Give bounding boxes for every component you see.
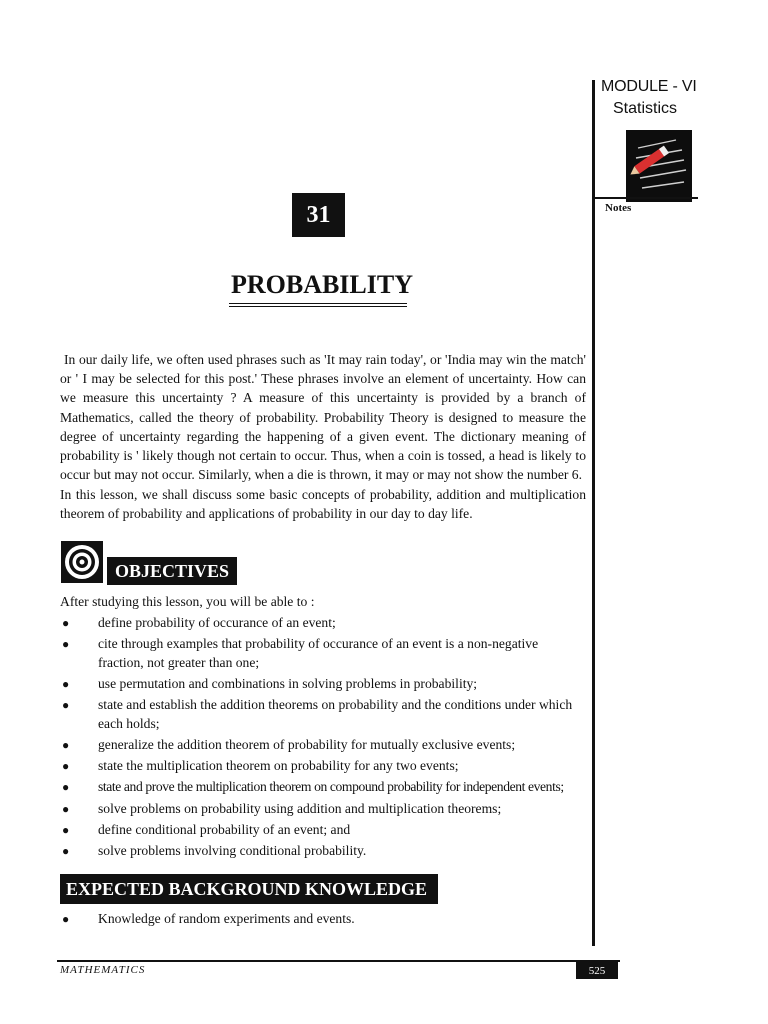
bullet-icon: ● <box>62 843 70 858</box>
intro-paragraph-1: In our daily life, we often used phrases such as 'It may rain today', or 'India may win the match' or ' I may be selected for this post.' These phrases involve an element of uncertainty. How can we measure this uncertainty ? A measure of this uncertainty is provided by a branch of Mathematics, called the theory of probability. Probability Theory is designed to measure the degree of uncertainty regarding the happening of a given event. The dictionary meaning of probability is ' likely though not certain to occur. Thus, when a coin is tossed, a head is likely to occur but may not occur. Similarly, when a die is thrown, it may or may not show the number 6. <box>60 352 586 483</box>
bullet-icon: ● <box>62 676 70 691</box>
module-subtitle: Statistics <box>613 100 678 117</box>
page-number: 525 <box>576 962 618 979</box>
intro-paragraph-2: In this lesson, we shall discuss some basic concepts of probability, addition and multiplication theorem of probability and applications of probability in our day to day life. <box>60 487 586 522</box>
list-item <box>60 736 586 755</box>
list-item <box>60 842 586 861</box>
list-item <box>60 800 586 819</box>
bullet-icon: ● <box>62 737 70 752</box>
objectives-intro: After studying this lesson, you will be able to : <box>60 594 315 609</box>
list-item <box>60 778 586 797</box>
objectives-heading: OBJECTIVES <box>107 557 237 585</box>
background-list <box>60 910 586 929</box>
list-item <box>60 757 586 776</box>
list-item-text: state the multiplication theorem on probability for any two events; <box>98 758 459 774</box>
bullet-icon: ● <box>62 698 70 713</box>
bullet-icon: ● <box>62 912 70 926</box>
list-item <box>60 675 586 694</box>
bullet-icon: ● <box>62 822 70 837</box>
list-item-text: solve problems on probability using addition and multiplication theorems; <box>98 800 502 816</box>
list-item-text: solve problems involving conditional probability. <box>98 842 367 858</box>
module-title: MODULE - VI <box>601 78 697 95</box>
list-item <box>60 910 586 929</box>
title-underline <box>229 303 407 304</box>
list-item-text: generalize the addition theorem of probability for mutually exclusive events; <box>98 736 516 752</box>
margin-rule <box>592 80 595 946</box>
bullet-icon: ● <box>62 616 70 630</box>
chapter-title: PROBABILITY <box>230 270 414 299</box>
list-item-text: use permutation and combinations in solving problems in probability; <box>98 675 478 691</box>
bullet-icon: ● <box>62 759 70 774</box>
list-item-text: define probability of occurance of an event; <box>98 615 336 630</box>
notes-rule <box>592 197 698 199</box>
list-item-text: Knowledge of random experiments and events. <box>98 911 355 926</box>
chapter-number: 31 <box>292 193 345 237</box>
list-item-text: cite through examples that probability of occurance of an event is a non-negative fraction, not greater than one; <box>98 636 539 670</box>
list-item <box>60 635 586 672</box>
footer-subject: MATHEMATICS <box>60 964 146 976</box>
bullet-icon: ● <box>62 801 70 816</box>
list-item-text: state and establish the addition theorems on probability and the conditions under which each holds; <box>98 697 573 731</box>
list-item-text: state and prove the multiplication theorem on compound probability for independent events; <box>98 779 564 795</box>
bullet-icon: ● <box>62 780 69 795</box>
footer-rule <box>57 960 620 962</box>
list-item <box>60 821 586 840</box>
target-icon <box>61 541 103 583</box>
objectives-list <box>60 614 586 863</box>
list-item <box>60 614 586 633</box>
list-item <box>60 696 586 733</box>
background-heading: EXPECTED BACKGROUND KNOWLEDGE <box>60 874 438 904</box>
bullet-icon: ● <box>62 637 70 652</box>
title-underline-2 <box>229 306 407 307</box>
list-item-text: define conditional probability of an event; and <box>98 821 351 837</box>
notes-label: Notes <box>605 202 632 214</box>
notes-pencil-icon <box>626 130 692 202</box>
